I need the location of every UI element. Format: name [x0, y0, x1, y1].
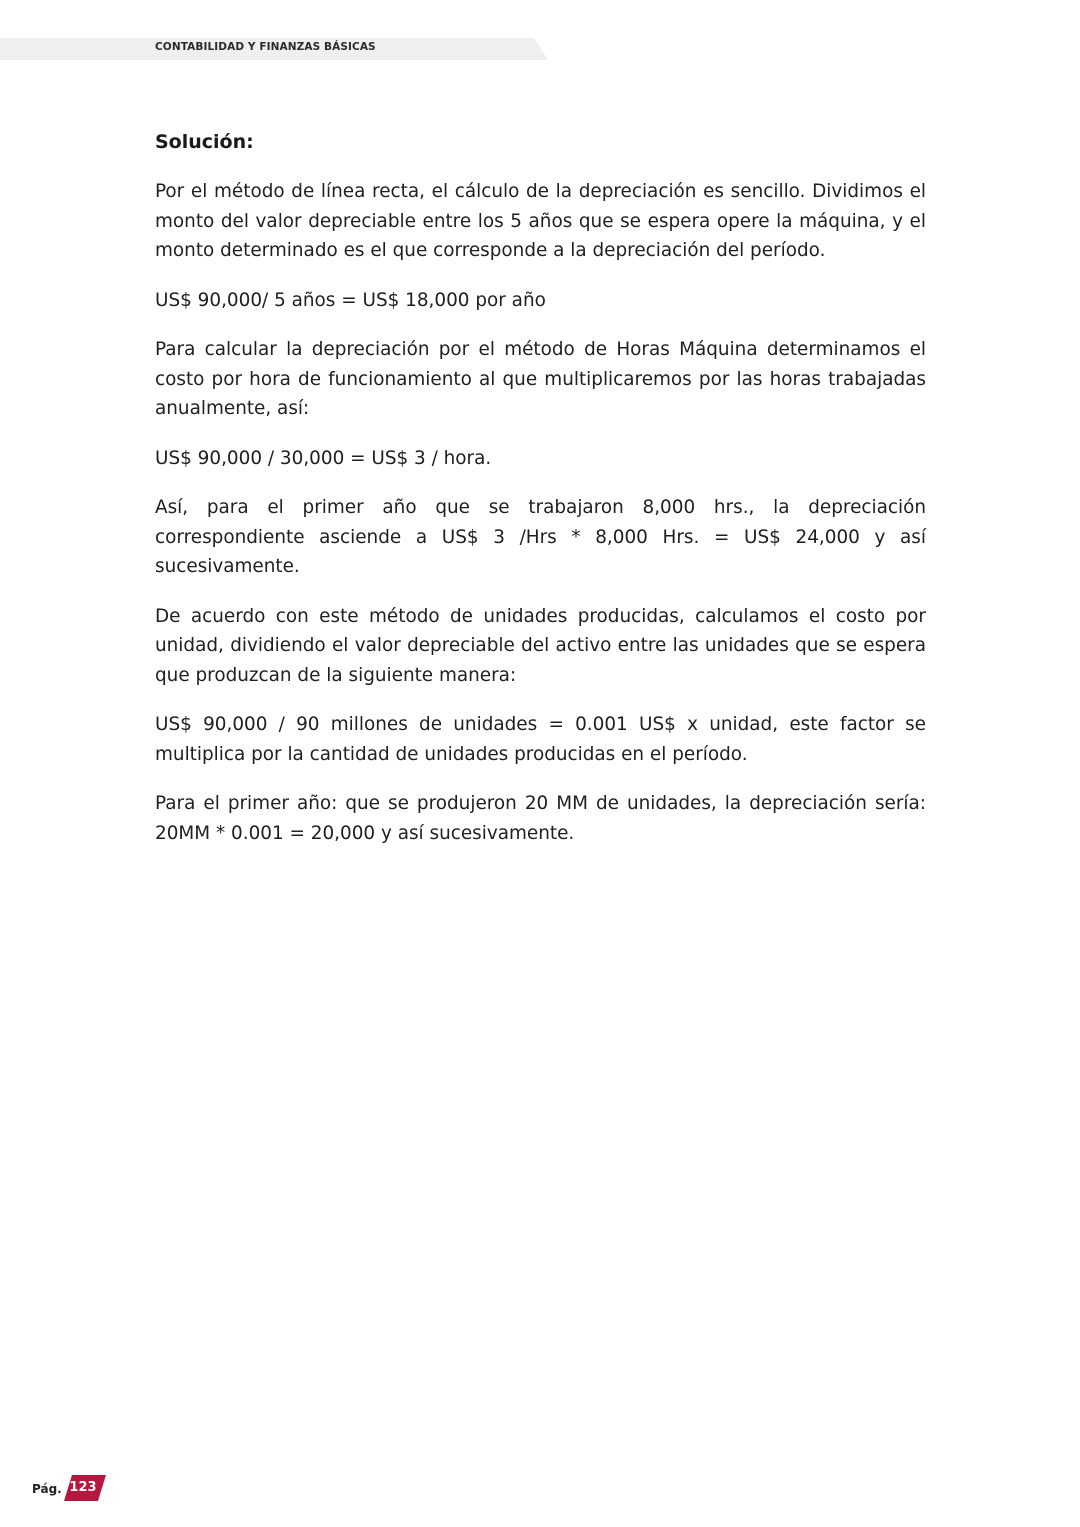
paragraph-units-produced-method: De acuerdo con este método de unidades producidas, calculamos el costo por unidad, dividiendo el valor depreciable del activo entre las unidades que se espera que produzcan de la siguiente manera: — [155, 605, 926, 686]
paragraph-machine-hours-method: Para calcular la depreciación por el método de Horas Máquina determinamos el costo por hora de funcionamiento al que multiplicaremos por las horas trabajadas anualmente, así: — [155, 339, 926, 419]
formula-straight-line: US$ 90,000/ 5 años = US$ 18,000 por año — [155, 289, 546, 311]
page-number: 123 — [69, 1480, 97, 1495]
paragraph-first-year-units: Para el primer año: que se produjeron 20 MM de unidades, la depreciación sería: 20MM * 0.001 = 20,000 y así sucesivamente. — [155, 793, 926, 844]
paragraph-first-year-hours: Así, para el primer año que se trabajaron 8,000 hrs., la depreciación correspondiente asciende a US$ 3 /Hrs * 8,000 Hrs. = US$ 24,000 y así sucesivamente. — [155, 497, 926, 577]
page-label: Pág. — [32, 1482, 62, 1496]
page-content — [155, 128, 926, 868]
formula-machine-hours: US$ 90,000 / 30,000 = US$ 3 / hora. — [155, 447, 492, 469]
formula-units-produced: US$ 90,000 / 90 millones de unidades = 0.001 US$ x unidad, este factor se multiplica por la cantidad de unidades producidas en el período. — [155, 714, 926, 765]
section-heading: Solución: — [155, 131, 254, 153]
paragraph-straight-line-method: Por el método de línea recta, el cálculo de la depreciación es sencillo. Dividimos el monto del valor depreciable entre los 5 años que se espera opere la máquina, y el monto determinado es el que corresponde a la depreciación del período. — [155, 181, 926, 261]
running-header-title: CONTABILIDAD Y FINANZAS BÁSICAS — [155, 41, 376, 53]
